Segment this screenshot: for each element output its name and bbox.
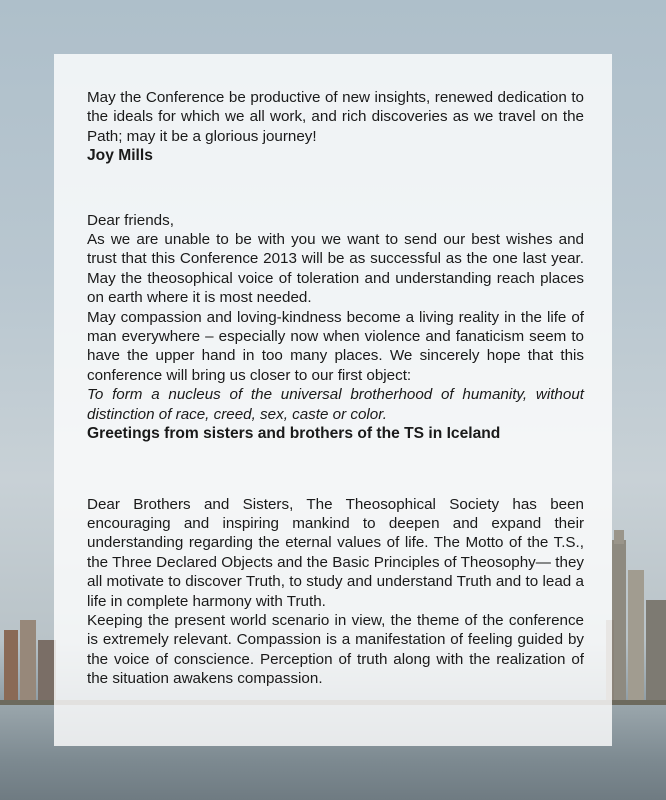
city-skyline-left [0,610,56,710]
message-brothers-sisters-para1: Dear Brothers and Sisters, The Theosophical Society has been encouraging and inspiring mankind to deepen and expand their understanding regarding the eternal values of life. The Motto of the T.S., the Three Declared Objects and the Basic Principles of Theosophy— they all motivate to discover Truth, to study and understand Truth and to lead a life in complete harmony with Truth. [87,495,584,610]
spacer [87,166,584,211]
message-brothers-sisters-para2: Keeping the present world scenario in view, the theme of the conference is extremely relevant. Compassion is a manifestation of feeling guided by the voice of conscience. Perception of truth along with the realization of the situation awakens compassion. [87,611,584,688]
city-skyline-right [606,530,666,710]
greeting-dear-friends: Dear friends, [87,211,174,229]
message-iceland-para1: As we are unable to be with you we want to send our best wishes and trust that this Conference 2013 will be as successful as the one last year. May the theosophical voice of toleration and understanding reach places on earth where it is most needed. [87,231,584,307]
first-object-quote: To form a nucleus of the universal brotherhood of humanity, without distinction of race, creed, sex, caste or color. [87,386,584,423]
signature-joy-mills: Joy Mills [87,147,153,165]
message-joy-mills-text: May the Conference be productive of new insights, renewed dedication to the ideals for which we all work, and rich discoveries as we travel on the Path; may it be a glorious journey! [87,89,584,145]
message-iceland-para2: May compassion and loving-kindness become a living reality in the life of man everywhere – especially now when violence and fanaticism seem to have the upper hand in too many places. We sincerely hope that this conference will bring us closer to our first object: [87,308,584,384]
signature-ts-iceland: Greetings from sisters and brothers of the TS in Iceland [87,425,501,443]
messages-content [87,88,584,689]
spacer [87,444,584,495]
